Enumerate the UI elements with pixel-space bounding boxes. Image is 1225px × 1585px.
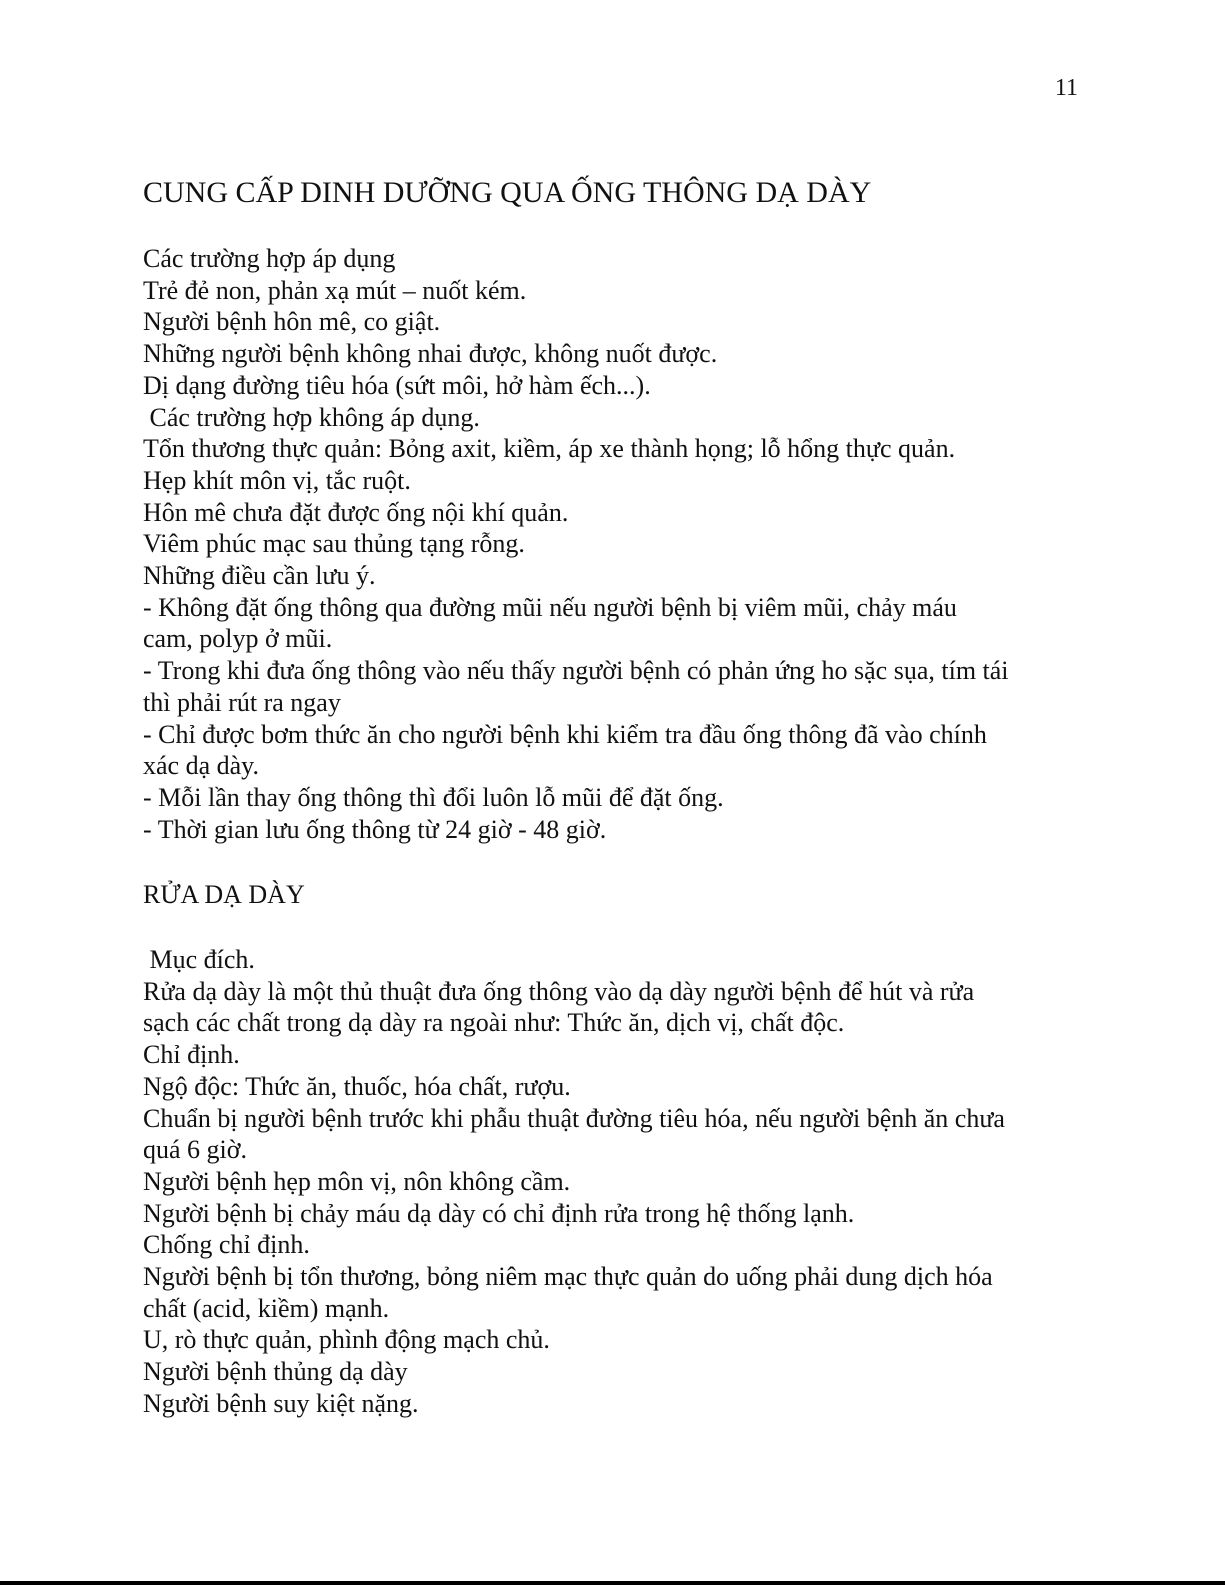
text-line: Rửa dạ dày là một thủ thuật đưa ống thông vào dạ dày người bệnh để hút và rửa bbox=[143, 976, 975, 1006]
text-line: Người bệnh bị chảy máu dạ dày có chỉ định rửa trong hệ thống lạnh. bbox=[143, 1198, 855, 1228]
section-body-gastric-lavage bbox=[143, 944, 1083, 1420]
text-line: - Mỗi lần thay ống thông thì đổi luôn lỗ mũi để đặt ống. bbox=[143, 782, 724, 812]
text-line: Người bệnh hôn mê, co giật. bbox=[143, 307, 441, 337]
text-line: Người bệnh thủng dạ dày bbox=[143, 1357, 408, 1387]
text-line: U, rò thực quản, phình động mạch chủ. bbox=[143, 1325, 550, 1355]
text-line: Dị dạng đường tiêu hóa (sứt môi, hở hàm ếch...). bbox=[143, 370, 651, 400]
text-line: Trẻ đẻ non, phản xạ mút – nuốt kém. bbox=[143, 275, 527, 305]
text-line: quá 6 giờ. bbox=[143, 1135, 248, 1165]
page-bottom-border bbox=[0, 1581, 1225, 1585]
text-line: Tổn thương thực quản: Bỏng axit, kiềm, áp xe thành họng; lỗ hổng thực quản. bbox=[143, 434, 956, 464]
text-line: cam, polyp ở mũi. bbox=[143, 624, 333, 654]
text-line: thì phải rút ra ngay bbox=[143, 687, 341, 717]
page-number: 11 bbox=[1054, 75, 1078, 101]
text-line: Các trường hợp không áp dụng. bbox=[143, 402, 480, 432]
text-line: Người bệnh bị tổn thương, bỏng niêm mạc thực quản do uống phải dung dịch hóa bbox=[143, 1262, 993, 1292]
text-line: Những người bệnh không nhai được, không nuốt được. bbox=[143, 339, 718, 369]
section-title-gastric-lavage: RỬA DẠ DÀY bbox=[143, 880, 305, 909]
text-line: chất (acid, kiềm) mạnh. bbox=[143, 1293, 390, 1323]
text-line: Mục đích. bbox=[143, 945, 255, 974]
text-line: xác dạ dày. bbox=[143, 751, 259, 781]
text-line: Hôn mê chưa đặt được ống nội khí quản. bbox=[143, 497, 569, 527]
text-line: - Trong khi đưa ống thông vào nếu thấy người bệnh có phản ứng ho sặc sụa, tím tái bbox=[143, 656, 1009, 686]
text-line: Người bệnh hẹp môn vị, nôn không cầm. bbox=[143, 1166, 571, 1196]
text-line: Chống chỉ định. bbox=[143, 1230, 310, 1260]
section-body-feeding-tube bbox=[143, 243, 1083, 845]
text-line: Người bệnh suy kiệt nặng. bbox=[143, 1388, 419, 1418]
text-line: Ngộ độc: Thức ăn, thuốc, hóa chất, rượu. bbox=[143, 1071, 571, 1101]
text-line: sạch các chất trong dạ dày ra ngoài như: Thức ăn, dịch vị, chất độc. bbox=[143, 1008, 845, 1038]
text-line: Chuẩn bị người bệnh trước khi phẫu thuật đường tiêu hóa, nếu người bệnh ăn chưa bbox=[143, 1103, 1005, 1133]
text-line: Viêm phúc mạc sau thủng tạng rỗng. bbox=[143, 529, 525, 559]
section-title-feeding-tube: CUNG CẤP DINH DƯỠNG QUA ỐNG THÔNG DẠ DÀY bbox=[143, 176, 872, 209]
text-line: Chỉ định. bbox=[143, 1040, 240, 1070]
text-line: Hẹp khít môn vị, tắc ruột. bbox=[143, 465, 411, 495]
text-line: - Chỉ được bơm thức ăn cho người bệnh khi kiểm tra đầu ống thông đã vào chính bbox=[143, 719, 987, 749]
text-line: Các trường hợp áp dụng bbox=[143, 244, 396, 273]
text-line: - Không đặt ống thông qua đường mũi nếu người bệnh bị viêm mũi, chảy máu bbox=[143, 592, 957, 622]
text-line: Những điều cần lưu ý. bbox=[143, 561, 376, 591]
text-line: - Thời gian lưu ống thông từ 24 giờ - 48 giờ. bbox=[143, 814, 607, 844]
